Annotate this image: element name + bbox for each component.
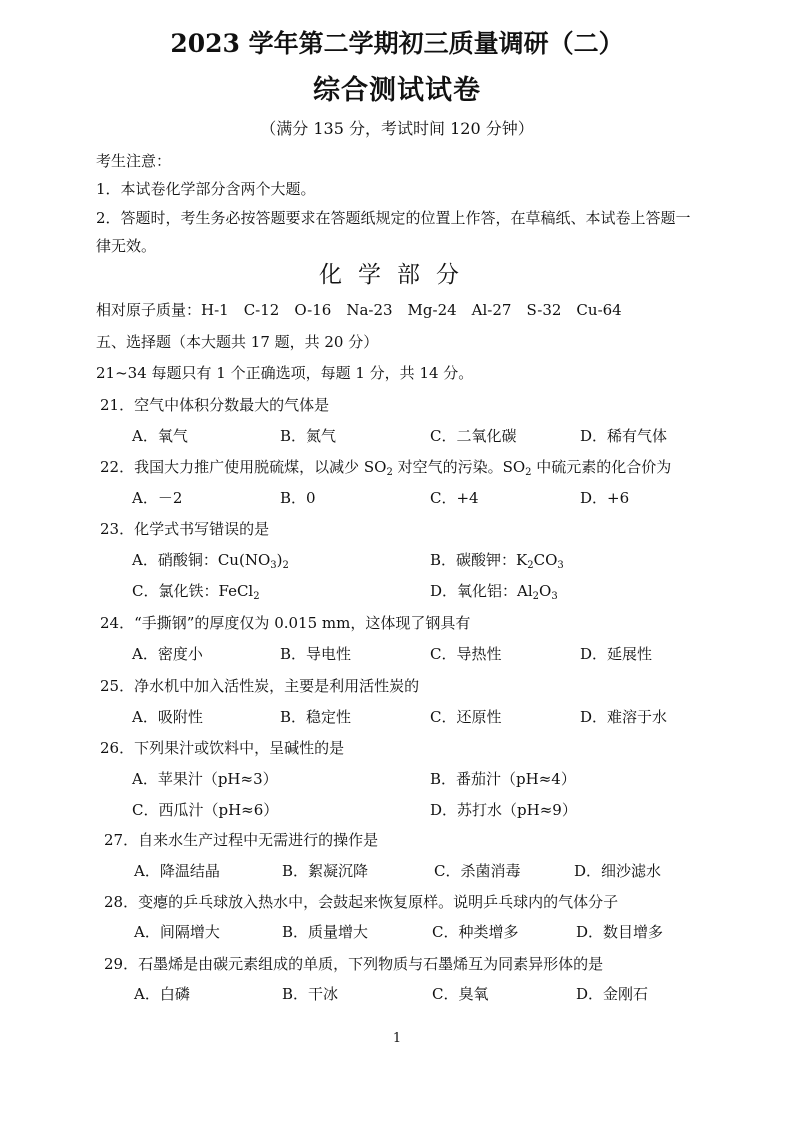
notice-heading: 考生注意： [96,152,172,170]
part-5-instructions: 21~34 每题只有 1 个正确选项，每题 1 分，共 14 分。 [96,364,474,382]
question-26: 26．下列果汁或饮料中，呈碱性的是 [100,739,345,757]
q27-option-d: D．细沙滤水 [574,862,662,880]
q21-option-c: C．二氧化碳 [430,427,517,445]
q25-option-b: B．稳定性 [280,708,352,726]
question-28: 28．变瘪的乒乓球放入热水中，会鼓起来恢复原样。说明乒乓球内的气体分子 [104,893,619,911]
exam-subtitle: 综合测试试卷 [313,75,481,106]
q25-option-d: D．难溶于水 [580,708,668,726]
question-29: 29．石墨烯是由碳元素组成的单质，下列物质与石墨烯互为同素异形体的是 [104,955,604,973]
q29-option-a: A．白磷 [134,985,190,1003]
section-title: 化学部分 [319,262,475,288]
exam-info: （满分 135 分，考试时间 120 分钟） [260,119,534,138]
q25-option-c: C．还原性 [430,708,502,726]
q27-option-b: B．絮凝沉降 [282,862,369,880]
question-21: 21．空气中体积分数最大的气体是 [100,396,330,414]
q22-option-b: B．0 [280,489,316,507]
q28-option-b: B．质量增大 [282,923,369,941]
q26-option-a: A．苹果汁（pH≈3） [132,770,278,788]
q23-option-a: A．硝酸铜：$Cu(NO_3)_2$ [132,551,289,571]
question-25: 25．净水机中加入活性炭，主要是利用活性炭的 [100,677,420,695]
question-22: 22．我国大力推广使用脱硫煤，以减少 $SO_2$ 对空气的污染。$SO_2$ 中硫元素的化合价为 [100,458,672,478]
q25-option-a: A．吸附性 [132,708,203,726]
q24-option-a: A．密度小 [132,645,203,663]
question-27: 27．自来水生产过程中无需进行的操作是 [104,831,379,849]
q28-option-d: D．数目增多 [576,923,664,941]
question-24: 24．“手撕钢”的厚度仅为 0.015 mm，这体现了钢具有 [100,614,471,632]
q26-option-b: B．番茄汁（pH≈4） [430,770,576,788]
q23-option-b: B．碳酸钾：$K_2CO_3$ [430,551,564,571]
q23-option-c: C．氯化铁：FeCl$_2$ [132,582,260,602]
part-5-heading: 五、选择题（本大题共 17 题，共 20 分） [96,333,379,351]
q28-option-c: C．种类增多 [432,923,519,941]
question-23: 23．化学式书写错误的是 [100,520,270,538]
q29-option-b: B．干冰 [282,985,339,1003]
q24-option-b: B．导电性 [280,645,352,663]
q24-option-d: D．延展性 [580,645,653,663]
exam-title: 2023 学年第二学期初三质量调研（二） [170,29,624,58]
q27-option-a: A．降温结晶 [134,862,220,880]
q22-option-c: C．+4 [430,489,479,507]
q22-option-d: D．+6 [580,489,630,507]
q23-option-d: D．氧化铝：$Al_2O_3$ [430,582,558,602]
q21-option-b: B．氮气 [280,427,337,445]
notice-item-1: 1．本试卷化学部分含两个大题。 [96,180,316,198]
q21-option-d: D．稀有气体 [580,427,668,445]
q27-option-c: C．杀菌消毒 [434,862,521,880]
page-number: 1 [392,1031,402,1046]
q28-option-a: A．间隔增大 [134,923,220,941]
q26-option-c: C．西瓜汁（pH≈6） [132,801,279,819]
q24-option-c: C．导热性 [430,645,502,663]
q29-option-c: C．臭氧 [432,985,489,1003]
q26-option-d: D．苏打水（pH≈9） [430,801,577,819]
q22-option-a: A．－2 [132,489,183,507]
atomic-masses: 相对原子质量：H-1 C-12 O-16 Na-23 Mg-24 Al-27 S-32 Cu-64 [96,301,622,319]
notice-item-2: 2．答题时，考生务必按答题要求在答题纸规定的位置上作答，在草稿纸、本试卷上答题一 [96,209,691,227]
q29-option-d: D．金刚石 [576,985,649,1003]
q21-option-a: A．氧气 [132,427,188,445]
notice-item-2-cont: 律无效。 [96,237,157,255]
